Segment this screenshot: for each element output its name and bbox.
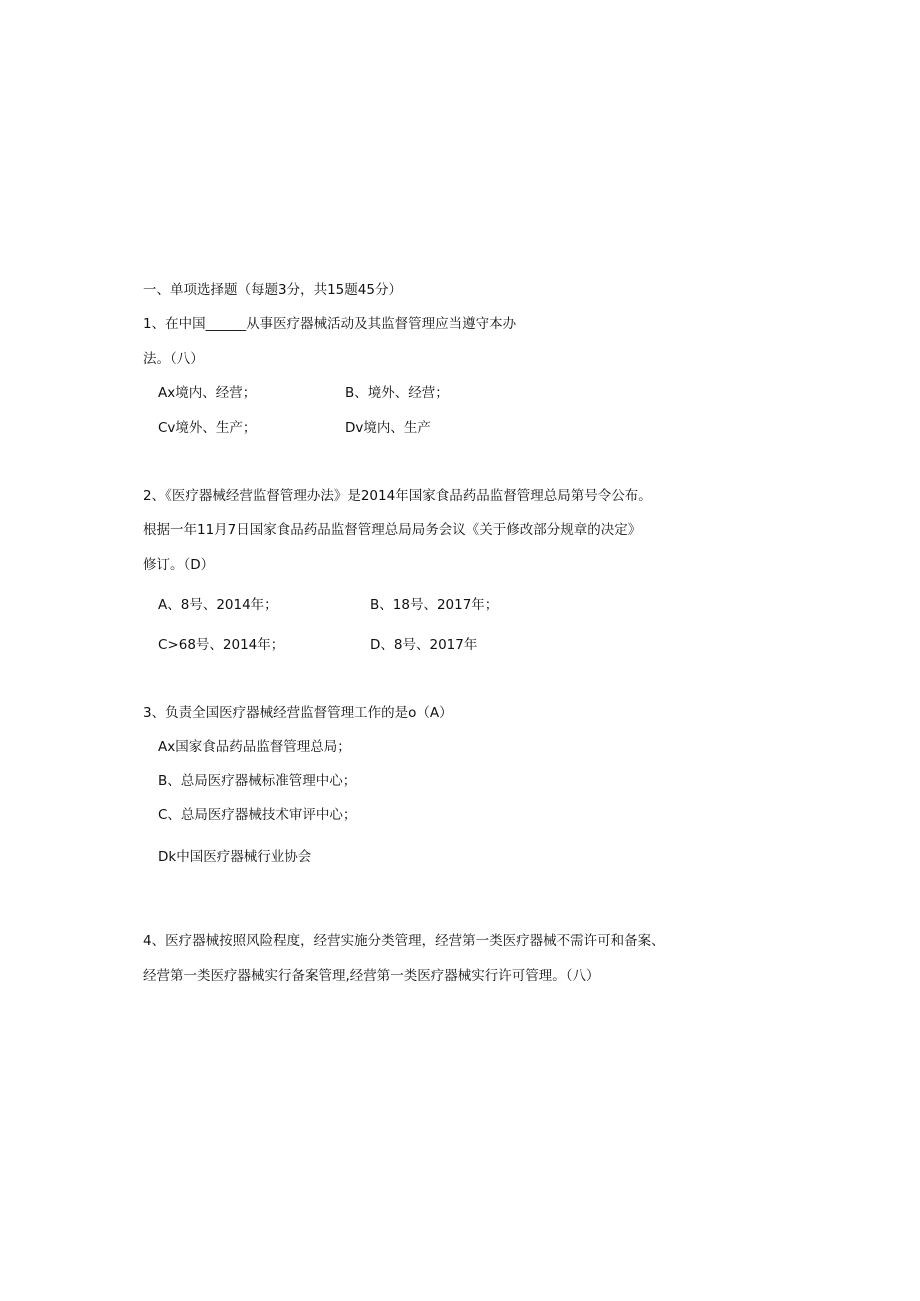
question-4-stem-line-2: 经营第一类医疗器械实行备案管理,经营第一类医疗器械实行许可管理。（八） <box>143 968 600 984</box>
question-2-stem-line-3: 修订。（D） <box>143 557 215 573</box>
question-3-option-b: B、总局医疗器械标准管理中心； <box>158 773 357 789</box>
question-1-option-a: Ax境内、经营； <box>158 385 257 401</box>
question-2-stem-line-1: 2、《医疗器械经营监督管理办法》是2014年国家食品药品监督管理总局第号令公布。 <box>143 488 652 504</box>
question-2-stem-line-2: 根据一年11月7日国家食品药品监督管理总局局务会议《关于修改部分规章的决定》 <box>143 522 642 538</box>
section-heading: 一、单项选择题（每题3分，共15题45分） <box>143 282 402 298</box>
question-1-stem-line-1: 1、在中国______从事医疗器械活动及其监督管理应当遵守本办 <box>143 316 517 332</box>
question-3-option-d: Dk中国医疗器械行业协会 <box>158 849 312 865</box>
question-1-option-b: B、境外、经营； <box>345 385 449 401</box>
question-2-option-b: B、18号、2017年； <box>370 597 499 613</box>
question-2-option-d: D、8号、2017年 <box>370 637 478 653</box>
question-1-option-c: Cv境外、生产； <box>158 420 257 436</box>
question-3-stem-line-1: 3、负责全国医疗器械经营监督管理工作的是o（A） <box>143 705 453 721</box>
question-2-option-a: A、8号、2014年； <box>158 597 278 613</box>
question-4-stem-line-1: 4、医疗器械按照风险程度，经营实施分类管理，经营第一类医疗器械不需许可和备案、 <box>143 933 665 949</box>
question-2-option-c: C>68号、2014年； <box>158 637 285 653</box>
question-3-option-a: Ax国家食品药品监督管理总局； <box>158 739 351 755</box>
question-1-option-d: Dv境内、生产 <box>345 420 431 436</box>
question-1-stem-line-2: 法。（八） <box>143 351 204 367</box>
question-3-option-c: C、总局医疗器械技术审评中心； <box>158 807 357 823</box>
